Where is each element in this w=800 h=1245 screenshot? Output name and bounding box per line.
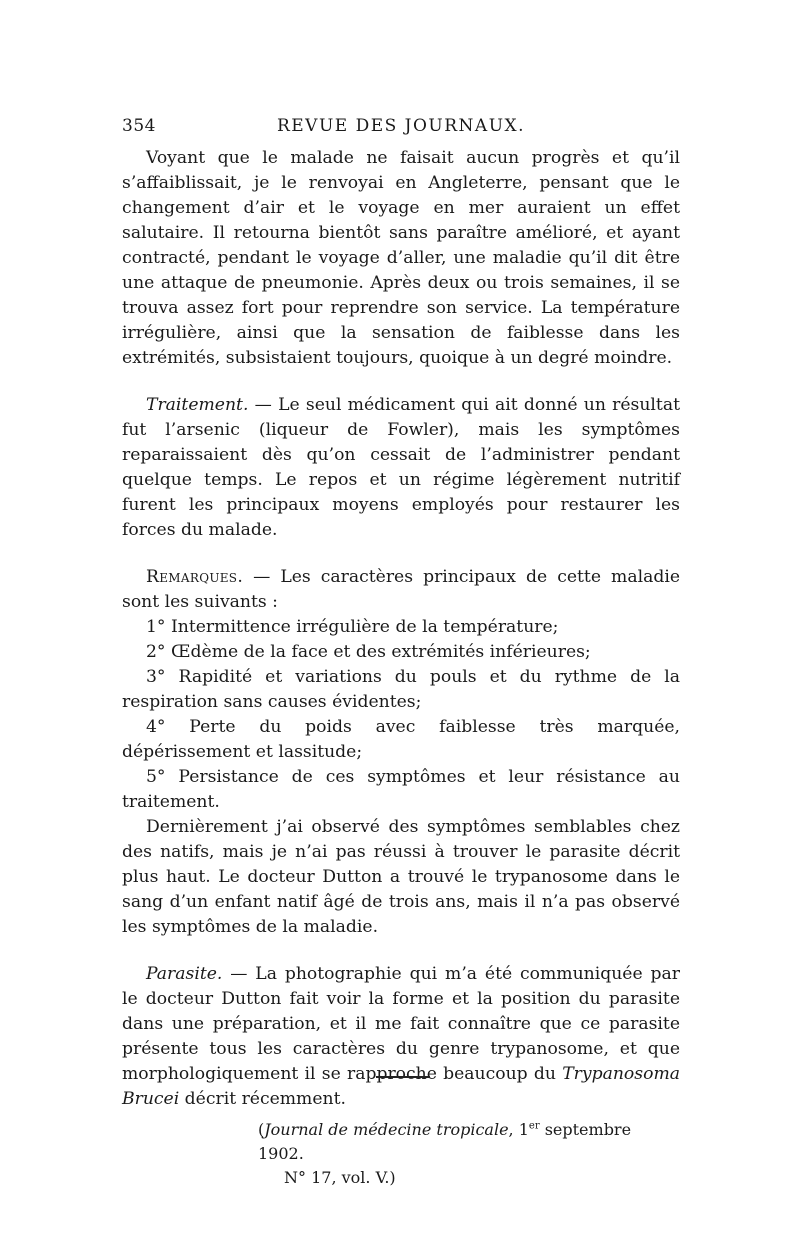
citation-day: 1 bbox=[518, 1120, 529, 1139]
page-number: 354 bbox=[122, 116, 156, 136]
parasite-text: — La photographie qui m’a été communiquée par le docteur Dutton fait voir la forme et la position du parasite dans une préparation, et il me fait connaître que ce parasite présente tous les caractères du genre trypanosome, et que morphologiquement il se rapproche beaucoup du bbox=[122, 964, 680, 1084]
list-item: 3° Rapidité et variations du pouls et du rythme de la respiration sans causes évidentes; bbox=[122, 667, 680, 712]
running-header bbox=[122, 112, 680, 146]
symptom-list bbox=[122, 615, 680, 815]
list-item: 1° Intermittence irrégulière de la température; bbox=[146, 617, 559, 637]
source-citation bbox=[258, 1118, 680, 1190]
journal-name: Journal de médecine tropicale bbox=[264, 1120, 509, 1139]
species-name: Trypanosoma Brucei bbox=[122, 1064, 680, 1109]
list-item: 4° Perte du poids avec faiblesse très marquée, dépérissement et lassitude; bbox=[122, 717, 680, 762]
list-item: 5° Persistance de ces symptômes et leur résistance au traitement. bbox=[122, 767, 680, 812]
citation-day-suffix: er bbox=[528, 1120, 540, 1132]
remarques-text: — Les caractères principaux de cette maladie sont les suivants : bbox=[122, 567, 680, 612]
paragraph-observations: Dernièrement j’ai observé des symptômes semblables chez des natifs, mais je n’ai pas réussi à trouver le parasite décrit plus haut. Le docteur Dutton a trouvé le trypanosome dans le sang d’un enfant natif âgé de trois ans, mais il n’a pas observé les symptômes de la maladie. bbox=[122, 817, 680, 937]
paragraph-case-history: Voyant que le malade ne faisait aucun progrès et qu’il s’affaiblissait, je le renvoyai en Angleterre, pensant que le changement d’air et le voyage en mer auraient un effet salutaire. Il retourna bientôt sans paraître amélioré, et ayant contracté, pendant le voyage d’aller, une maladie qu’il dit être une attaque de pneumonie. Après deux ou trois semaines, il se trouva assez fort pour reprendre son service. La température irrégulière, ainsi que la sensation de faiblesse dans les extrémités, subsistaient toujours, quoique à un degré moindre. bbox=[122, 148, 680, 368]
list-item: 2° Œdème de la face et des extrémités inférieures; bbox=[146, 642, 591, 662]
citation-date: septembre 1902. bbox=[258, 1120, 632, 1163]
running-title: REVUE DES JOURNAUX. bbox=[276, 116, 526, 136]
parasite-text-end: décrit récemment. bbox=[179, 1089, 346, 1109]
citation-separator: , bbox=[508, 1120, 519, 1139]
paragraph-parasite bbox=[122, 962, 680, 1112]
page-body bbox=[122, 112, 680, 1190]
section-heading-parasite: Parasite. bbox=[146, 964, 223, 984]
paragraph-traitement bbox=[122, 393, 680, 543]
section-heading-remarques: Remarques. bbox=[146, 567, 244, 587]
section-heading-traitement: Traitement. bbox=[146, 395, 249, 415]
end-rule bbox=[376, 1076, 430, 1078]
traitement-text: — Le seul médicament qui ait donné un résultat fut l’arsenic (liqueur de Fowler), mais les symptômes reparaissaient dès qu’on cessait de l’administrer pendant quelque temps. Le repos et un régime légèrement nutritif furent les principaux moyens employés pour restaurer les forces du malade. bbox=[122, 395, 680, 540]
paragraph-remarques bbox=[122, 565, 680, 615]
citation-volume: N° 17, vol. V.) bbox=[284, 1168, 396, 1187]
citation-open: ( bbox=[258, 1120, 265, 1139]
